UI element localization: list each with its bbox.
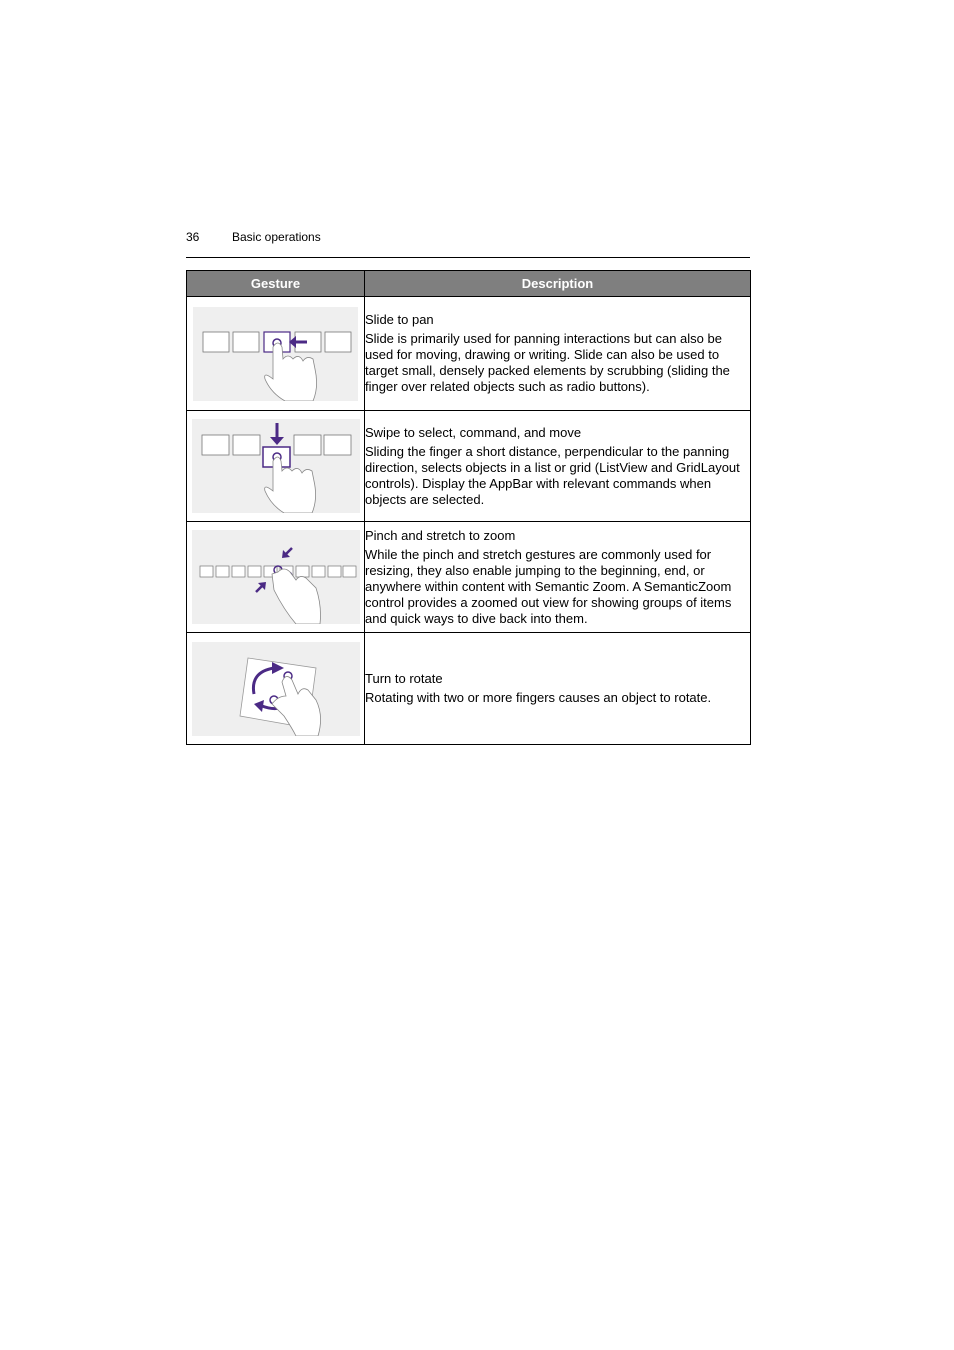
- slide-pan-icon: [193, 307, 358, 401]
- table-row: [187, 297, 751, 411]
- column-header-gesture: Gesture: [187, 271, 365, 297]
- gesture-description-cell: [365, 633, 751, 745]
- swipe-select-icon: [192, 419, 360, 513]
- gesture-description-cell: [365, 522, 751, 633]
- gesture-illustration-cell: [187, 297, 365, 411]
- gesture-description-cell: [365, 411, 751, 522]
- gesture-illustration-cell: [187, 411, 365, 522]
- table-row: [187, 411, 751, 522]
- gesture-text: Sliding the finger a short distance, perpendicular to the panning direction, selects objects in a list or grid (ListView and GridLayout controls). Display the AppBar with relevant commands when objects are selected.: [365, 443, 740, 507]
- page-header: [186, 230, 750, 258]
- table-row: [187, 633, 751, 745]
- gesture-table: [186, 270, 751, 745]
- gesture-title: Swipe to select, command, and move: [365, 424, 582, 440]
- pinch-zoom-icon: [192, 530, 360, 624]
- gesture-title: Slide to pan: [365, 312, 434, 327]
- gesture-text: Slide is primarily used for panning interactions but can also be used for moving, drawing or writing. Slide can also be used to target small, densely packed elements by scrubbing (sliding the finger over related objects such as radio buttons).: [365, 331, 730, 394]
- column-header-description: Description: [365, 271, 751, 297]
- gesture-description-cell: [365, 297, 751, 411]
- table-row: [187, 522, 751, 633]
- gesture-title: Pinch and stretch to zoom: [365, 527, 516, 543]
- gesture-title: Turn to rotate: [365, 671, 443, 686]
- turn-rotate-icon: [192, 642, 360, 736]
- gesture-illustration-cell: [187, 633, 365, 745]
- section-title: Basic operations: [232, 230, 321, 244]
- gesture-text: While the pinch and stretch gestures are commonly used for resizing, they also enable jumping to the beginning, end, or anywhere within content with Semantic Zoom. A SemanticZoom control provides a zoomed out view for showing groups of items and quick ways to dive back into them.: [365, 546, 732, 626]
- page-number: 36: [186, 230, 200, 244]
- table-header-row: [187, 271, 751, 297]
- gesture-illustration-cell: [187, 522, 365, 633]
- gesture-text: Rotating with two or more fingers causes an object to rotate.: [365, 690, 712, 705]
